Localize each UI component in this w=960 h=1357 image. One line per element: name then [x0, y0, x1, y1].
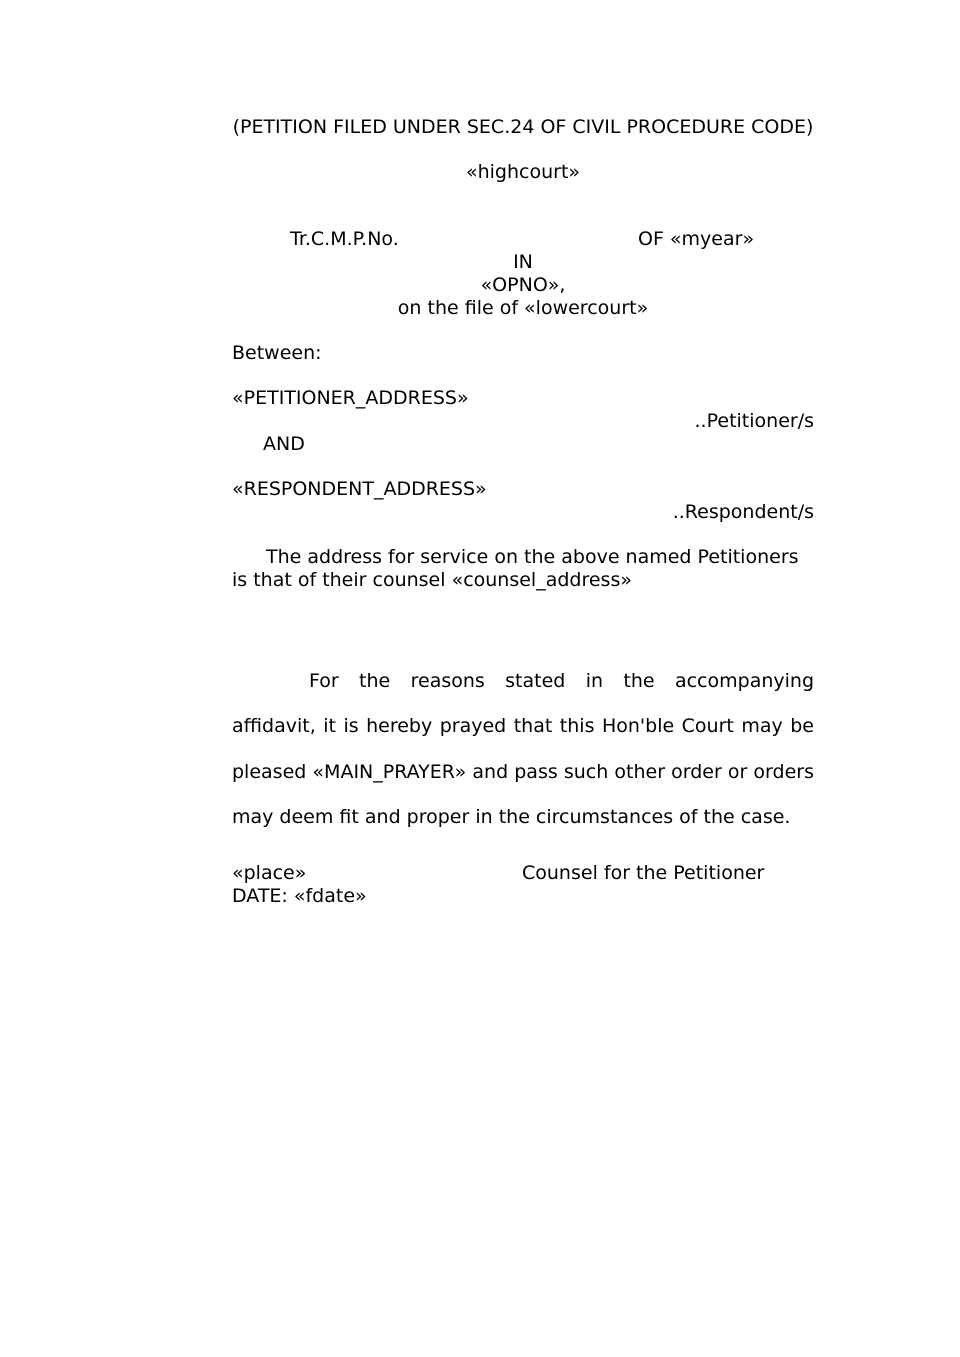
and-label: AND	[263, 433, 305, 455]
case-number-line	[232, 228, 814, 251]
respondent-address: «RESPONDENT_ADDRESS»	[232, 478, 487, 500]
in-label: IN	[513, 251, 533, 273]
service-address-paragraph: The address for service on the above named Petitioners is that of their counsel «counsel_address»	[232, 546, 799, 591]
signature-row	[232, 862, 814, 885]
petitioner-role: ..Petitioner/s	[694, 410, 814, 432]
place-field: «place»	[232, 862, 307, 885]
case-number-label: Tr.C.M.P.No.	[290, 228, 399, 250]
respondent-role: ..Respondent/s	[672, 501, 814, 523]
petition-heading: (PETITION FILED UNDER SEC.24 OF CIVIL PROCEDURE CODE)	[232, 116, 814, 138]
op-number: «OPNO»,	[480, 274, 566, 296]
prayer-paragraph: For the reasons stated in the accompanying affidavit, it is hereby prayed that this Hon'ble Court may be pleased «MAIN_PRAYER» and pass such other order or orders may deem fit and proper in the circumstances of the case.	[232, 670, 814, 828]
case-year: OF «myear»	[638, 228, 755, 250]
document-page	[232, 116, 814, 908]
court-name: «highcourt»	[465, 161, 581, 183]
lower-court: on the file of «lowercourt»	[397, 297, 649, 319]
counsel-signature-label: Counsel for the Petitioner	[522, 862, 765, 885]
petitioner-address: «PETITIONER_ADDRESS»	[232, 387, 469, 409]
between-label: Between:	[232, 342, 322, 364]
date-line: DATE: «fdate»	[232, 885, 367, 908]
